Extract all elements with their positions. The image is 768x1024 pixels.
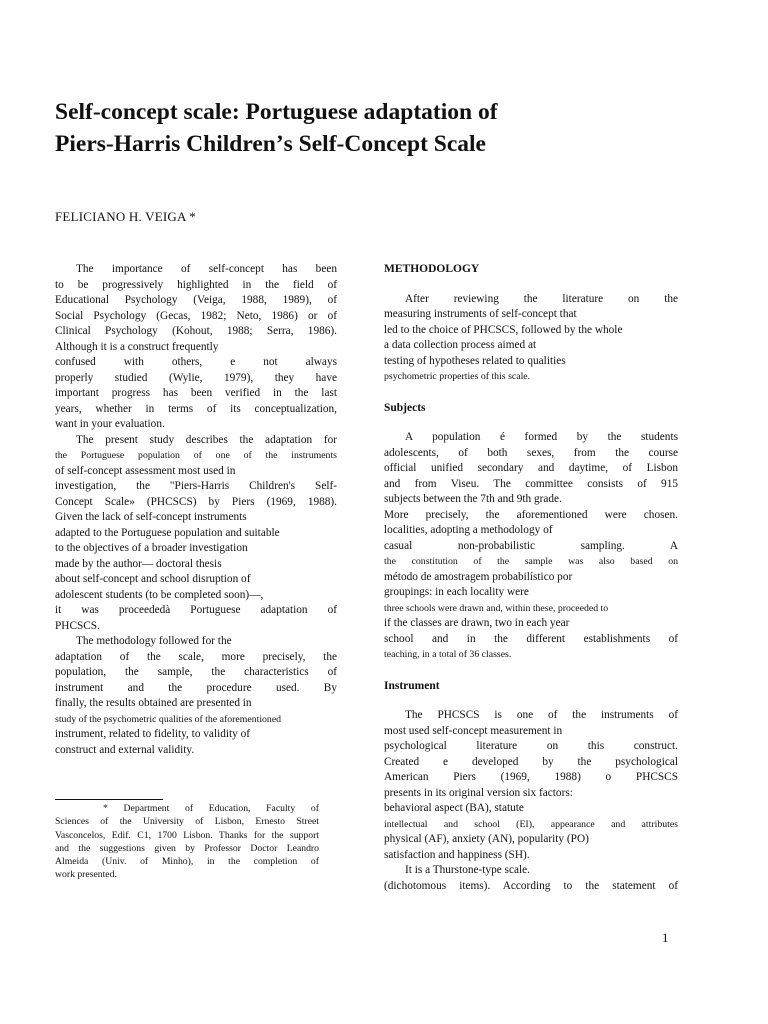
title-line-2: Piers-Harris Childrenʼs Self-Concept Scale <box>55 131 486 157</box>
body-line: Given the lack of self-concept instruments <box>55 511 247 523</box>
body-line: adolescents, of both sexes, from the course <box>384 446 678 459</box>
body-line: A population é formed by the students <box>405 431 678 443</box>
body-line: The methodology followed for the <box>76 635 232 647</box>
body-line: groupings: in each locality were <box>384 586 529 598</box>
body-line: behavioral aspect (BA), statute <box>384 802 524 814</box>
body-line: instrument, related to fidelity, to validity of <box>55 728 251 740</box>
body-line: It is a Thurstone-type scale. <box>405 864 530 876</box>
body-line: casual non-probabilistic sampling. A <box>384 539 678 552</box>
body-line: years, whether in terms of its conceptualization, <box>55 402 337 415</box>
footnote-line: and the suggestions given by Professor Doctor Leandro <box>55 842 319 854</box>
body-line: made by the author— doctoral thesis <box>55 557 222 570</box>
body-line: Created e developed by the psychological <box>384 755 678 768</box>
body-line: and from Viseu. The committee consists of 915 <box>384 477 678 490</box>
author-name: FELICIANO H. VEIGA * <box>55 209 196 224</box>
body-line: properly studied (Wylie, 1979), they have <box>55 371 337 384</box>
body-line: of self-concept assessment most used in <box>55 464 236 477</box>
body-line: school and in the different establishments of <box>384 632 678 645</box>
body-line: three schools were drawn and, within these, proceeded to <box>384 602 609 614</box>
section-heading-methodology: METHODOLOGY <box>384 263 480 275</box>
body-line: about self-concept and school disruption of <box>55 573 251 585</box>
body-line: método de amostragem probabilístico por <box>384 570 573 583</box>
body-line: finally, the results obtained are presented in <box>55 697 252 709</box>
right-column <box>384 262 678 894</box>
page-number: 1 <box>662 930 669 945</box>
body-line: physical (AF), anxiety (AN), popularity (PO) <box>384 833 589 845</box>
body-line: investigation, the "Piers-Harris Children's Self- <box>55 480 337 492</box>
body-line: teaching, in a total of 36 classes. <box>384 649 512 660</box>
body-line: adapted to the Portuguese population and suitable <box>55 526 280 539</box>
body-line: subjects between the 7th and 9th grade. <box>384 493 562 505</box>
body-line: localities, adopting a methodology of <box>384 524 553 536</box>
body-line: adolescent students (to be completed soon)—, <box>55 588 264 601</box>
footnote-line: Almeida (Univ. of Minho), in the completion of <box>55 856 319 868</box>
body-line: adaptation of the scale, more precisely, the <box>55 650 337 663</box>
body-line: The PHCSCS is one of the instruments of <box>405 709 678 721</box>
title-line-1: Self-concept scale: Portuguese adaptation of <box>55 99 498 125</box>
body-line: construct and external validity. <box>55 743 195 756</box>
body-line: Although it is a construct frequently <box>55 340 219 353</box>
body-line: population, the sample, the characteristics of <box>55 666 337 678</box>
body-line: want in your evaluation. <box>55 418 165 430</box>
footnote-line: * Department of Education, Faculty of <box>103 803 319 814</box>
body-line: More precisely, the aforementioned were chosen. <box>384 508 678 521</box>
body-line: instrument and the procedure used. By <box>55 681 337 694</box>
body-line: testing of hypotheses related to qualities <box>384 354 566 367</box>
footnote-line: work presented. <box>55 869 117 881</box>
body-line: it was proceededà Portuguese adaptation of <box>55 604 337 616</box>
body-line: study of the psychometric qualities of the aforementioned <box>55 713 282 725</box>
body-line: Educational Psychology (Veiga, 1988, 1989), of <box>55 294 337 306</box>
body-line: satisfaction and happiness (SH). <box>384 848 530 861</box>
body-line: the Portuguese population of one of the instruments <box>55 450 337 461</box>
body-line: presents in its original version six factors: <box>384 786 573 799</box>
body-line: intellectual and school (EI), appearance and attributes <box>384 818 678 830</box>
body-line: confused with others, e not always <box>55 356 337 368</box>
body-line: measuring instruments of self-concept that <box>384 308 577 320</box>
body-line: psychometric properties of this scale. <box>384 371 531 382</box>
body-line: psychological literature on this construct. <box>384 740 678 752</box>
body-line: to be progressively highlighted in the field of <box>55 278 337 291</box>
body-line: led to the choice of PHCSCS, followed by the whole <box>384 323 623 336</box>
body-line: PHCSCS. <box>55 619 100 632</box>
footnote-line: Sciences of the University of Lisbon, Ernesto Street <box>55 816 319 828</box>
body-line: After reviewing the literature on the <box>405 292 678 305</box>
body-line: (dichotomous items). According to the statement of <box>384 879 678 892</box>
body-line: The importance of self-concept has been <box>76 263 337 275</box>
body-line: official unified secondary and daytime, of Lisbon <box>384 462 678 474</box>
section-heading-instrument: Instrument <box>384 679 440 692</box>
paper-title <box>55 96 735 160</box>
body-line: to the objectives of a broader investigation <box>55 542 248 554</box>
section-heading-subjects: Subjects <box>384 401 426 414</box>
body-line: The present study describes the adaptation for <box>76 433 337 446</box>
body-line: Concept Scale» (PHCSCS) by Piers (1969, 1988). <box>55 495 337 508</box>
body-line: if the classes are drawn, two in each year <box>384 617 570 629</box>
body-line: Clinical Psychology (Kohout, 1988; Serra, 1986). <box>55 325 337 337</box>
footnote <box>55 802 319 882</box>
body-line: the constitution of the sample was also based on <box>384 556 678 567</box>
left-column <box>55 262 337 758</box>
body-line: American Piers (1969, 1988) o PHCSCS <box>384 771 678 783</box>
body-line: a data collection process aimed at <box>384 339 537 351</box>
footnote-line: Vasconcelos, Edif. C1, 1700 Lisbon. Thanks for the support <box>55 829 319 841</box>
body-line: Social Psychology (Gecas, 1982; Neto, 1986) or of <box>55 309 337 322</box>
body-line: important progress has been verified in the last <box>55 387 337 399</box>
footnote-divider <box>55 799 163 800</box>
body-line: most used self-concept measurement in <box>384 724 563 737</box>
